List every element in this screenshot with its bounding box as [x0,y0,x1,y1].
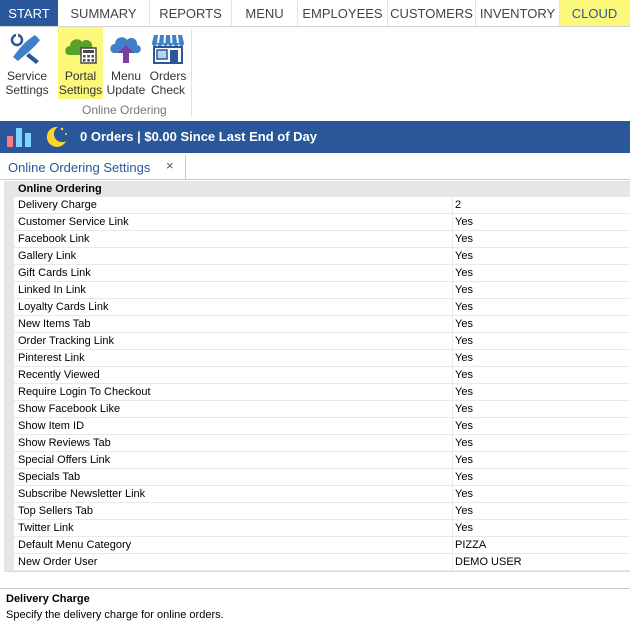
property-row[interactable] [4,265,630,282]
property-value[interactable]: 2 [455,199,462,211]
portal-settings-label-2: Settings [58,83,103,97]
service-settings-button[interactable] [2,27,52,99]
row-margin [4,537,14,554]
category-label: Online Ordering [18,183,102,195]
description-text: Specify the delivery charge for online orders. [6,609,224,621]
property-value[interactable]: Yes [455,318,473,330]
property-row[interactable] [4,197,630,214]
row-margin [4,554,14,571]
tab-customers[interactable]: CUSTOMERS [388,0,476,26]
property-row[interactable] [4,384,630,401]
menu-update-label-2: Update [106,83,146,97]
row-margin [4,282,14,299]
portal-settings-label-1: Portal [64,69,97,83]
property-value[interactable]: Yes [455,522,473,534]
wrench-icon [9,31,45,65]
property-value[interactable]: PIZZA [455,539,487,551]
column-divider [452,231,453,248]
property-name: Require Login To Checkout [18,386,151,398]
row-margin [4,469,14,486]
row-margin [4,486,14,503]
property-name: Facebook Link [18,233,90,245]
tab-reports[interactable]: REPORTS [150,0,232,26]
property-name: Specials Tab [18,471,81,483]
property-row[interactable] [4,418,630,435]
tab-start[interactable]: START [0,0,58,26]
tab-inventory[interactable]: INVENTORY [476,0,560,26]
property-name: Loyalty Cards Link [18,301,109,313]
column-divider [452,265,453,282]
column-divider [452,316,453,333]
ribbon [0,27,630,120]
row-margin [4,452,14,469]
property-value[interactable]: Yes [455,284,473,296]
property-row[interactable] [4,452,630,469]
tab-employees[interactable]: EMPLOYEES [298,0,388,26]
property-name: Show Reviews Tab [18,437,111,449]
property-name: Order Tracking Link [18,335,114,347]
row-margin [4,350,14,367]
row-margin [4,503,14,520]
column-divider [452,214,453,231]
cloud-settings-icon [63,31,99,65]
description-title: Delivery Charge [6,593,90,605]
column-divider [452,554,453,571]
property-name: Recently Viewed [18,369,100,381]
column-divider [452,401,453,418]
property-row[interactable] [4,214,630,231]
property-value[interactable]: Yes [455,250,473,262]
property-name: Default Menu Category [18,539,132,551]
property-name: New Order User [18,556,98,568]
property-row[interactable] [4,435,630,452]
property-name: Special Offers Link [18,454,111,466]
property-category[interactable] [4,181,630,197]
service-settings-label-1: Service [6,69,47,83]
property-value[interactable]: Yes [455,488,473,500]
property-name: Subscribe Newsletter Link [18,488,146,500]
row-margin [4,231,14,248]
property-value[interactable]: Yes [455,403,473,415]
orders-check-button[interactable] [148,27,188,99]
property-name: Twitter Link [18,522,74,534]
main-tab-bar [0,0,630,27]
property-value[interactable]: Yes [455,369,473,381]
orders-check-label-1: Orders [149,69,187,83]
property-value[interactable]: Yes [455,471,473,483]
property-value[interactable]: Yes [455,437,473,449]
column-divider [452,299,453,316]
property-row[interactable] [4,554,630,571]
property-rows [4,197,630,571]
column-divider [452,384,453,401]
property-name: Show Item ID [18,420,85,432]
row-margin [4,316,14,333]
property-row[interactable] [4,333,630,350]
column-divider [452,537,453,554]
row-margin [4,265,14,282]
column-divider [452,333,453,350]
tab-summary[interactable]: SUMMARY [58,0,150,26]
tab-online-ordering-settings[interactable] [0,155,186,179]
property-value[interactable]: Yes [455,267,473,279]
property-row[interactable] [4,316,630,333]
property-name: New Items Tab [18,318,91,330]
property-name: Customer Service Link [18,216,129,228]
column-divider [452,486,453,503]
column-divider [452,367,453,384]
property-value[interactable]: Yes [455,505,473,517]
ribbon-group-separator [191,29,192,117]
property-row[interactable] [4,350,630,367]
row-margin [4,384,14,401]
grid-bottom-spacer [4,571,630,586]
description-panel [0,588,630,638]
property-row[interactable] [4,537,630,554]
column-divider [452,197,453,214]
property-value[interactable]: DEMO USER [455,556,522,568]
status-bar [0,121,630,153]
property-value[interactable]: Yes [455,233,473,245]
storefront-icon [150,31,186,65]
row-margin [4,367,14,384]
property-row[interactable] [4,231,630,248]
row-margin [4,435,14,452]
property-name: Linked In Link [18,284,86,296]
property-row[interactable] [4,367,630,384]
row-margin [4,333,14,350]
property-name: Delivery Charge [18,199,97,211]
column-divider [452,418,453,435]
property-value[interactable]: Yes [455,420,473,432]
column-divider [452,350,453,367]
portal-settings-button[interactable] [58,27,103,99]
column-divider [452,469,453,486]
status-text: 0 Orders | $0.00 Since Last End of Day [80,129,318,144]
property-row[interactable] [4,469,630,486]
property-name: Show Facebook Like [18,403,121,415]
row-margin [4,418,14,435]
bar-chart-icon [6,126,32,148]
column-divider [452,520,453,537]
row-margin [4,248,14,265]
property-value[interactable]: Yes [455,301,473,313]
property-value[interactable]: Yes [455,386,473,398]
property-value[interactable]: Yes [455,216,473,228]
property-name: Gallery Link [18,250,77,262]
property-row[interactable] [4,401,630,418]
property-row[interactable] [4,503,630,520]
menu-update-label-1: Menu [110,69,142,83]
property-row[interactable] [4,299,630,316]
cloud-upload-icon [108,31,144,65]
property-row[interactable] [4,282,630,299]
column-divider [452,452,453,469]
menu-update-button[interactable] [104,27,148,99]
row-margin [4,299,14,316]
property-grid [4,181,630,585]
property-name: Pinterest Link [18,352,85,364]
property-row[interactable] [4,486,630,503]
orders-check-label-2: Check [150,83,185,97]
document-tab-label: Online Ordering Settings [8,160,151,175]
row-margin [4,520,14,537]
property-name: Gift Cards Link [18,267,91,279]
column-divider [452,435,453,452]
column-divider [452,282,453,299]
tab-menu[interactable]: MENU [232,0,298,26]
tab-cloud[interactable]: CLOUD [560,0,630,26]
column-divider [452,503,453,520]
property-value[interactable]: Yes [455,335,473,347]
service-settings-label-2: Settings [5,83,49,97]
property-row[interactable] [4,248,630,265]
document-tab-strip [0,155,630,180]
moon-icon [42,124,68,150]
row-margin [4,214,14,231]
close-icon[interactable]: × [166,158,174,173]
ribbon-group-label: Online Ordering [82,103,167,117]
property-value[interactable]: Yes [455,352,473,364]
property-value[interactable]: Yes [455,454,473,466]
column-divider [452,248,453,265]
row-margin [4,197,14,214]
property-name: Top Sellers Tab [18,505,94,517]
row-margin [4,401,14,418]
property-row[interactable] [4,520,630,537]
